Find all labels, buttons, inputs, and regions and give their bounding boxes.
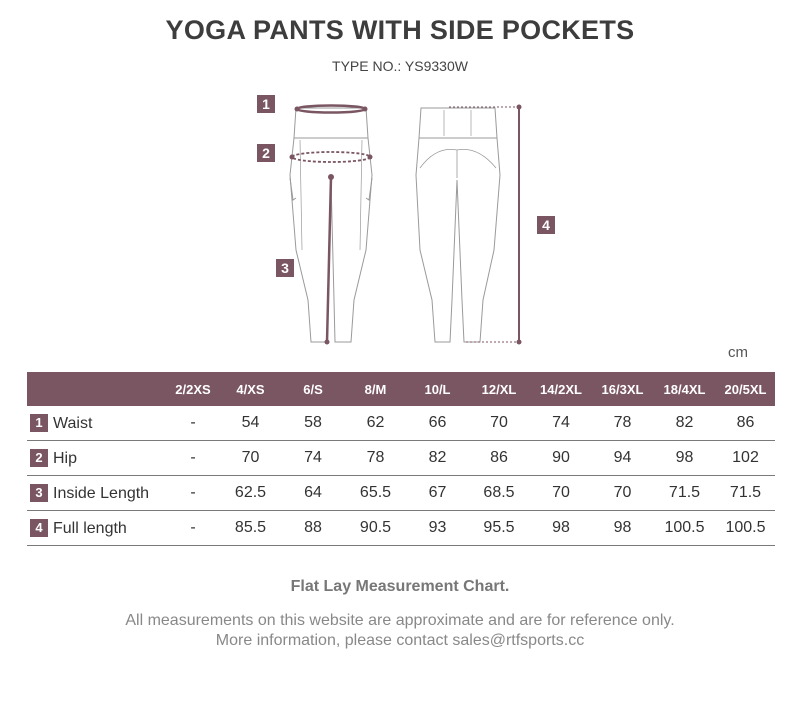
table-row	[27, 441, 775, 476]
table-cell: 70	[530, 476, 592, 511]
pants-diagram	[0, 88, 800, 350]
header-cell: 6/S	[303, 381, 323, 397]
row-number-badge: 1	[30, 414, 48, 432]
table-cell: -	[167, 406, 219, 441]
row-number-badge: 4	[30, 519, 48, 537]
size-chart-table	[27, 372, 775, 546]
header-cell: 16/3XL	[601, 381, 644, 397]
row-label-text: Full length	[53, 519, 127, 537]
table-cell: 78	[344, 441, 407, 476]
row-number-badge: 3	[30, 484, 48, 502]
header-cell: 2/2XS	[175, 381, 211, 397]
row-label-text: Inside Length	[53, 484, 150, 502]
table-cell: -	[167, 476, 219, 511]
table-cell: 100.5	[716, 511, 775, 546]
header-cell	[27, 372, 167, 406]
table-cell: 98	[592, 511, 653, 546]
table-cell: 82	[407, 441, 468, 476]
table-row	[27, 406, 775, 441]
header-cell: 14/2XL	[540, 381, 582, 397]
row-label-text: Hip	[53, 449, 78, 467]
table-cell: 65.5	[344, 476, 407, 511]
table-cell: 86	[716, 406, 775, 441]
size-header-row	[27, 372, 775, 406]
table-cell: 71.5	[716, 476, 775, 511]
marker-badge-3: 3	[276, 259, 294, 277]
table-cell: 78	[592, 406, 653, 441]
table-cell: 58	[282, 406, 344, 441]
table-cell: 93	[407, 511, 468, 546]
table-cell: 94	[592, 441, 653, 476]
header-cell: 18/4XL	[663, 381, 706, 397]
header-cell: 4/XS	[236, 381, 265, 397]
hip-measure-line	[292, 152, 370, 162]
header-cell: 8/M	[364, 381, 387, 397]
type-number: TYPE NO.: YS9330W	[332, 58, 468, 74]
table-cell: 74	[282, 441, 344, 476]
table-cell: 70	[219, 441, 282, 476]
table-cell: 85.5	[219, 511, 282, 546]
table-cell: 90	[530, 441, 592, 476]
marker-badge-1: 1	[257, 95, 275, 113]
table-cell: 86	[468, 441, 530, 476]
table-cell: 62.5	[219, 476, 282, 511]
table-cell: 62	[344, 406, 407, 441]
table-cell: 70	[468, 406, 530, 441]
table-cell: 95.5	[468, 511, 530, 546]
page-title: YOGA PANTS WITH SIDE POCKETS	[165, 15, 635, 45]
table-cell: 54	[219, 406, 282, 441]
table-cell: 74	[530, 406, 592, 441]
table-cell: 98	[530, 511, 592, 546]
header-cell: 10/L	[424, 381, 451, 397]
chart-caption: Flat Lay Measurement Chart.	[290, 578, 510, 595]
table-cell: 82	[653, 406, 716, 441]
table-cell: 70	[592, 476, 653, 511]
table-cell: 68.5	[468, 476, 530, 511]
table-cell: 71.5	[653, 476, 716, 511]
table-cell: 90.5	[344, 511, 407, 546]
disclaimer-note: All measurements on this website are approximate and are for reference only.	[125, 612, 675, 629]
table-cell: 88	[282, 511, 344, 546]
table-row	[27, 511, 775, 546]
header-cell: 12/XL	[481, 381, 517, 397]
back-pants-illustration	[416, 108, 500, 342]
row-label	[27, 476, 167, 511]
marker-badge-2: 2	[257, 144, 275, 162]
row-label	[27, 511, 167, 546]
row-label	[27, 441, 167, 476]
table-cell: -	[167, 511, 219, 546]
waist-measure-line	[297, 106, 365, 113]
table-cell: 67	[407, 476, 468, 511]
table-cell: 64	[282, 476, 344, 511]
header-cell: 20/5XL	[724, 381, 767, 397]
unit-label: cm	[728, 344, 748, 361]
row-label	[27, 406, 167, 441]
table-cell: 100.5	[653, 511, 716, 546]
table-cell: -	[167, 441, 219, 476]
table-cell: 66	[407, 406, 468, 441]
marker-badge-4: 4	[537, 216, 555, 234]
table-cell: 98	[653, 441, 716, 476]
row-number-badge: 2	[30, 449, 48, 467]
table-cell: 102	[716, 441, 775, 476]
table-row	[27, 476, 775, 511]
contact-note: More information, please contact sales@rtfsports.cc	[215, 632, 585, 649]
row-label-text: Waist	[53, 414, 93, 432]
inseam-measure-line	[327, 177, 331, 342]
